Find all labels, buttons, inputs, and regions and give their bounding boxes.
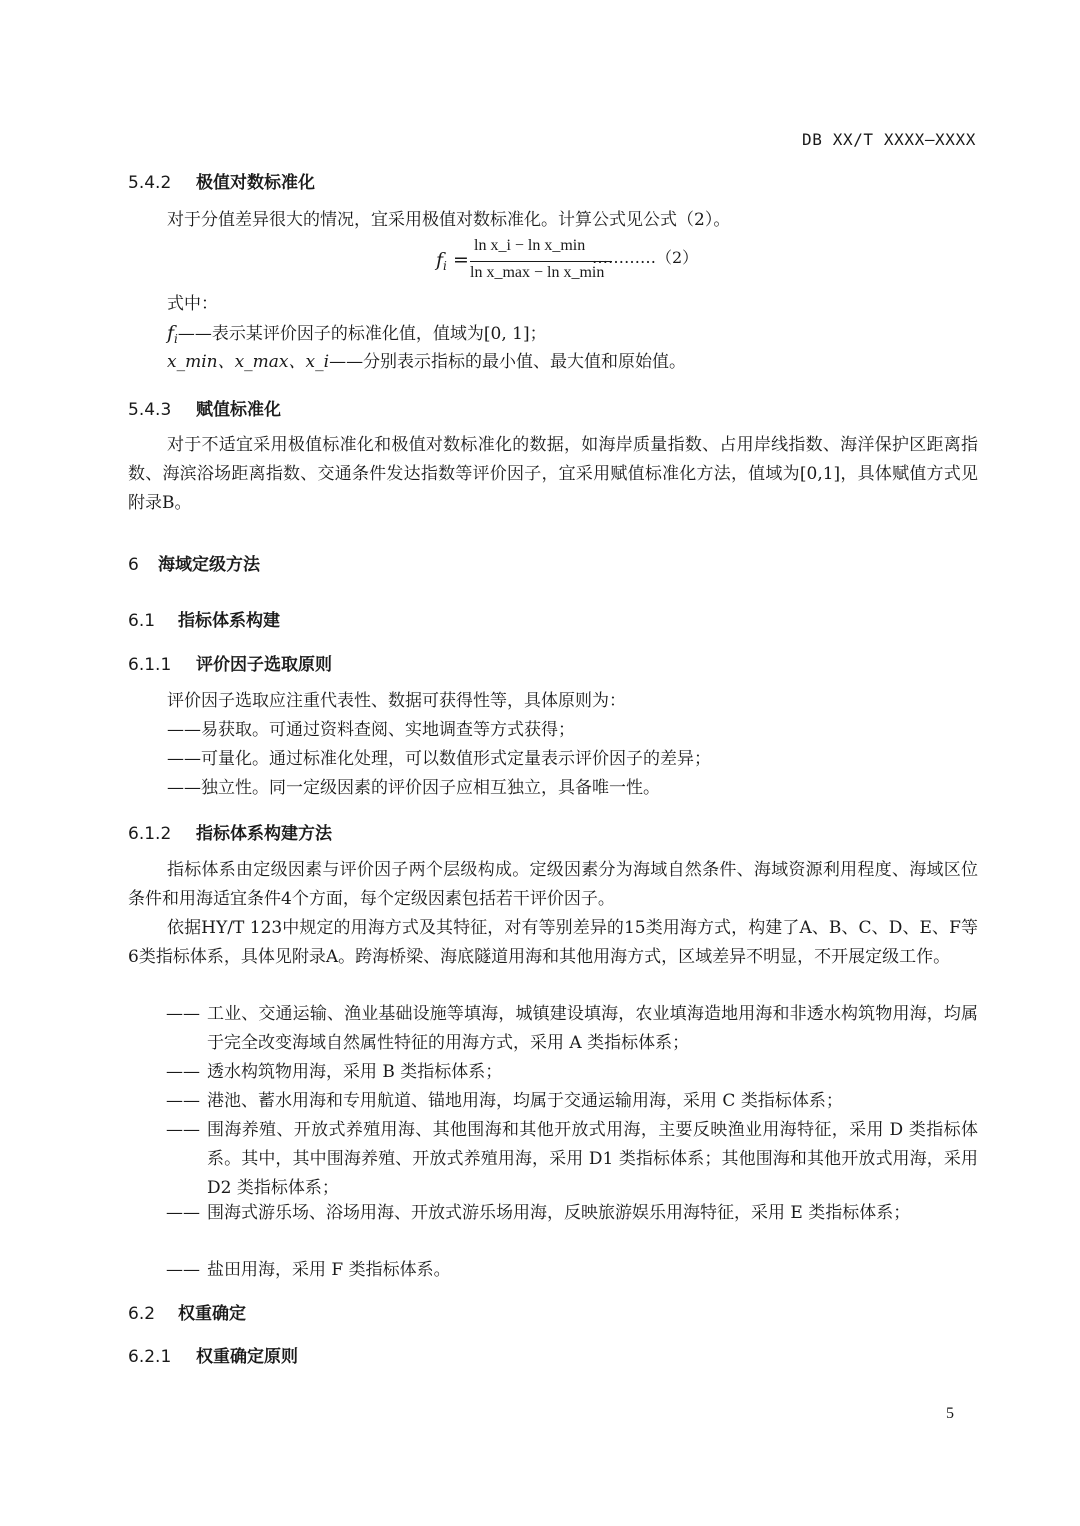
formula-tag: …………（2）: [592, 248, 699, 267]
paragraph-6-1-2-b: 依据HY/T 123中规定的用海方式及其特征，对有等别差异的15类用海方式，构建了A、B、C、D、E、F等6类指标体系，具体见附录A。跨海桥梁、海底隧道用海和其他用海方式，区域差异不明显，不开展定级工作。: [128, 918, 978, 967]
section-heading-6: [128, 550, 260, 575]
section-heading-6-1: [128, 606, 280, 631]
section-number: 6: [128, 555, 139, 575]
list-item: ——易获取。可通过资料查阅、实地调查等方式获得；: [167, 720, 575, 740]
list-item: ——可量化。通过标准化处理，可以数值形式定量表示评价因子的差异；: [167, 749, 711, 769]
list-item: —— 围海式游乐场、浴场用海、开放式游乐场用海，反映旅游娱乐用海特征，采用 E 类指标体系；: [166, 1203, 911, 1223]
list-item: ——独立性。同一定级因素的评价因子应相互独立，具备唯一性。: [167, 778, 660, 798]
section-title: 评价因子选取原则: [196, 655, 332, 675]
section-heading-5-4-2: [128, 168, 315, 193]
definition-fi: $f_i——$表示某评价因子的标准化值，值域为[0, 1]；: [167, 322, 547, 346]
section-number: 6.1.1: [128, 655, 172, 675]
section-heading-6-1-2: [128, 819, 332, 844]
section-number: 6.2: [128, 1304, 156, 1324]
definition-x: x_min、x_max、x_i——分别表示指标的最小值、最大值和原始值。: [167, 352, 687, 372]
section-number: 5.4.2: [128, 173, 172, 193]
list-item: —— 盐田用海，采用 F 类指标体系。: [166, 1260, 451, 1280]
section-title: 赋值标准化: [196, 400, 281, 420]
list-item: —— 围海养殖、开放式养殖用海、其他围海和其他开放式用海，主要反映渔业用海特征，采用 D 类指标体系。其中，其中围海养殖、开放式养殖用海，采用 D1 类指标体系；其他围海和其他开放式用海，采用 D2 类指标体系；: [166, 1120, 978, 1198]
running-header: DB XX/T XXXX—XXXX: [802, 130, 976, 149]
section-title: 权重确定: [178, 1304, 246, 1324]
section-heading-6-1-1: [128, 650, 332, 675]
list-item: —— 工业、交通运输、渔业基础设施等填海，城镇建设填海，农业填海造地用海和非透水构筑物用海，均属于完全改变海域自然属性特征的用海方式，采用 A 类指标体系；: [166, 1004, 978, 1053]
formula-2: [436, 237, 736, 293]
section-number: 6.1: [128, 611, 156, 631]
section-heading-6-2: [128, 1299, 246, 1324]
list-item: —— 港池、蓄水用海和专用航道、锚地用海，均属于交通运输用海，采用 C 类指标体系；: [166, 1091, 843, 1111]
formula-lhs: $f_i$ =: [436, 249, 469, 273]
list-item: —— 透水构筑物用海，采用 B 类指标体系；: [166, 1062, 503, 1082]
section-title: 海域定级方法: [158, 555, 260, 575]
section-heading-5-4-3: [128, 395, 281, 420]
principles-intro: 评价因子选取应注重代表性、数据可获得性等，具体原则为：: [167, 691, 626, 711]
section-title: 指标体系构建: [178, 611, 280, 631]
paragraph-5-4-3: 对于不适宜采用极值标准化和极值对数标准化的数据，如海岸质量指数、占用岸线指数、海洋保护区距离指数、海滨浴场距离指数、交通条件发达指数等评价因子，宜采用赋值标准化方法，值域为[0,1]，具体赋值方式见附录B。: [128, 435, 978, 513]
section-heading-6-2-1: [128, 1342, 298, 1367]
paragraph-6-1-2-a: 指标体系由定级因素与评价因子两个层级构成。定级因素分为海域自然条件、海域资源利用程度、海域区位条件和用海适宜条件4个方面，每个定级因素包括若干评价因子。: [128, 860, 978, 909]
section-title: 极值对数标准化: [196, 173, 315, 193]
section-number: 5.4.3: [128, 400, 172, 420]
where-label: 式中：: [167, 294, 218, 314]
formula-numerator: ln x_i − ln x_min: [474, 237, 586, 254]
section-number: 6.2.1: [128, 1347, 172, 1367]
section-number: 6.1.2: [128, 824, 172, 844]
section-title: 指标体系构建方法: [196, 824, 332, 844]
formula-denominator: ln x_max − ln x_min: [470, 264, 605, 281]
section-title: 权重确定原则: [196, 1347, 298, 1367]
fraction-bar: [470, 261, 612, 262]
page-number: 5: [946, 1405, 954, 1422]
formula-intro: 对于分值差异很大的情况，宜采用极值对数标准化。计算公式见公式（2）。: [167, 210, 731, 230]
